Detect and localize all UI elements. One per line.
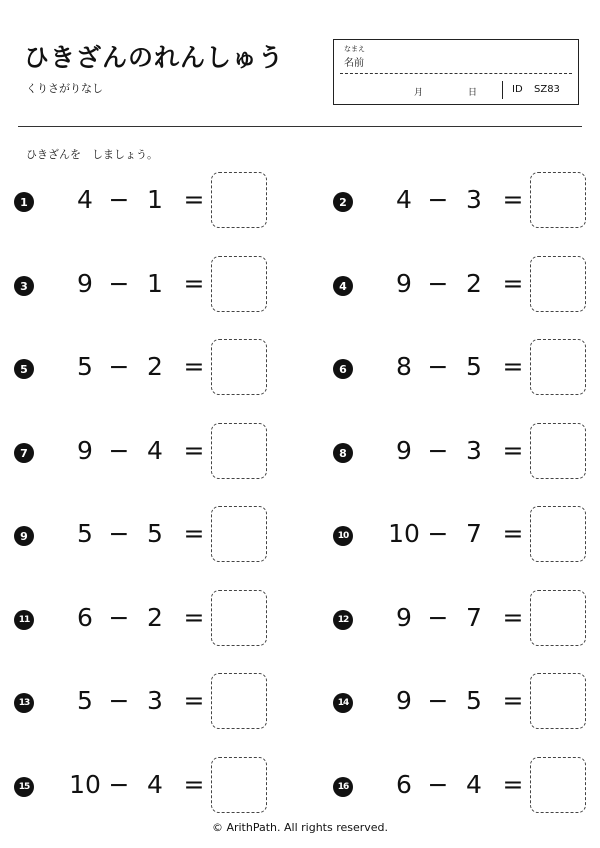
problem-16: [333, 757, 593, 815]
problem-7: [14, 423, 274, 481]
equals-sign: =: [183, 269, 205, 298]
problem-number-badge: 15: [14, 777, 34, 797]
instruction-text: ひきざんを しましょう。: [26, 148, 158, 161]
answer-box[interactable]: [530, 172, 586, 228]
equals-sign: =: [502, 519, 524, 548]
id-separator: [502, 81, 503, 99]
answer-box[interactable]: [530, 423, 586, 479]
problem-number-badge: 1: [14, 192, 34, 212]
problem-number-badge: 5: [14, 359, 34, 379]
minus-sign: −: [108, 352, 130, 381]
problem-15: [14, 757, 274, 815]
equals-sign: =: [183, 519, 205, 548]
problem-number-badge: 6: [333, 359, 353, 379]
subtrahend: 2: [466, 269, 482, 298]
minus-sign: −: [427, 269, 449, 298]
subtrahend: 1: [147, 185, 163, 214]
subtrahend: 5: [466, 686, 482, 715]
subtrahend: 1: [147, 269, 163, 298]
subtrahend: 7: [466, 603, 482, 632]
problem-number-badge: 9: [14, 526, 34, 546]
problem-12: [333, 590, 593, 648]
subtrahend: 2: [147, 603, 163, 632]
equals-sign: =: [502, 185, 524, 214]
copyright-footer: © ArithPath. All rights reserved.: [211, 821, 389, 834]
minuend: 4: [396, 185, 412, 214]
minus-sign: −: [427, 436, 449, 465]
answer-box[interactable]: [530, 590, 586, 646]
answer-box[interactable]: [211, 506, 267, 562]
equals-sign: =: [183, 185, 205, 214]
problem-number-badge: 7: [14, 443, 34, 463]
minuend: 9: [396, 603, 412, 632]
minus-sign: −: [108, 269, 130, 298]
equals-sign: =: [502, 269, 524, 298]
answer-box[interactable]: [211, 256, 267, 312]
minus-sign: −: [108, 603, 130, 632]
equals-sign: =: [502, 770, 524, 799]
minus-sign: −: [427, 519, 449, 548]
problem-number-badge: 10: [333, 526, 353, 546]
month-label: 月: [414, 88, 424, 98]
subtrahend: 4: [147, 436, 163, 465]
problem-number-badge: 16: [333, 777, 353, 797]
minus-sign: −: [108, 519, 130, 548]
problem-3: [14, 256, 274, 314]
answer-box[interactable]: [211, 423, 267, 479]
answer-box[interactable]: [530, 339, 586, 395]
minus-sign: −: [427, 603, 449, 632]
minuend: 8: [396, 352, 412, 381]
equals-sign: =: [502, 603, 524, 632]
subtrahend: 3: [147, 686, 163, 715]
header-divider: [18, 126, 582, 127]
equals-sign: =: [183, 770, 205, 799]
minuend: 5: [77, 686, 93, 715]
subtrahend: 4: [466, 770, 482, 799]
problem-14: [333, 673, 593, 731]
id-label: ID: [512, 84, 523, 95]
answer-box[interactable]: [211, 590, 267, 646]
id-value: SZ83: [534, 84, 560, 95]
minus-sign: −: [427, 686, 449, 715]
answer-box[interactable]: [211, 172, 267, 228]
subtrahend: 3: [466, 436, 482, 465]
name-box: [333, 39, 579, 105]
minuend: 6: [396, 770, 412, 799]
problem-number-badge: 13: [14, 693, 34, 713]
worksheet-title: ひきざんのれんしゅう: [24, 43, 285, 72]
minus-sign: −: [427, 770, 449, 799]
subtrahend: 3: [466, 185, 482, 214]
problem-9: [14, 506, 274, 564]
minuend: 9: [77, 269, 93, 298]
answer-box[interactable]: [211, 673, 267, 729]
minus-sign: −: [108, 770, 130, 799]
problem-5: [14, 339, 274, 397]
problem-4: [333, 256, 593, 314]
minus-sign: −: [108, 436, 130, 465]
minus-sign: −: [427, 185, 449, 214]
minus-sign: −: [427, 352, 449, 381]
problem-10: [333, 506, 593, 564]
subtrahend: 5: [147, 519, 163, 548]
problem-number-badge: 14: [333, 693, 353, 713]
problem-6: [333, 339, 593, 397]
answer-box[interactable]: [211, 757, 267, 813]
name-line: [340, 73, 572, 74]
minuend: 9: [396, 436, 412, 465]
equals-sign: =: [183, 603, 205, 632]
problem-number-badge: 12: [333, 610, 353, 630]
problem-11: [14, 590, 274, 648]
minuend: 4: [77, 185, 93, 214]
answer-box[interactable]: [530, 256, 586, 312]
minuend: 9: [396, 686, 412, 715]
problem-13: [14, 673, 274, 731]
worksheet-subtitle: くりさがりなし: [26, 82, 103, 95]
subtrahend: 4: [147, 770, 163, 799]
problem-1: [14, 172, 274, 230]
answer-box[interactable]: [530, 506, 586, 562]
minuend: 10: [388, 519, 420, 548]
minuend: 5: [77, 519, 93, 548]
name-label: 名前: [344, 58, 364, 69]
equals-sign: =: [502, 686, 524, 715]
problem-number-badge: 11: [14, 610, 34, 630]
problem-2: [333, 172, 593, 230]
answer-box[interactable]: [530, 673, 586, 729]
answer-box[interactable]: [211, 339, 267, 395]
name-ruby: なまえ: [344, 45, 365, 53]
subtrahend: 7: [466, 519, 482, 548]
problem-number-badge: 8: [333, 443, 353, 463]
problem-8: [333, 423, 593, 481]
equals-sign: =: [502, 352, 524, 381]
equals-sign: =: [502, 436, 524, 465]
subtrahend: 5: [466, 352, 482, 381]
minus-sign: −: [108, 686, 130, 715]
minus-sign: −: [108, 185, 130, 214]
minuend: 10: [69, 770, 101, 799]
equals-sign: =: [183, 686, 205, 715]
minuend: 9: [396, 269, 412, 298]
problem-number-badge: 2: [333, 192, 353, 212]
day-label: 日: [468, 88, 478, 98]
minuend: 6: [77, 603, 93, 632]
subtrahend: 2: [147, 352, 163, 381]
problem-number-badge: 4: [333, 276, 353, 296]
minuend: 9: [77, 436, 93, 465]
minuend: 5: [77, 352, 93, 381]
equals-sign: =: [183, 352, 205, 381]
answer-box[interactable]: [530, 757, 586, 813]
problem-number-badge: 3: [14, 276, 34, 296]
equals-sign: =: [183, 436, 205, 465]
